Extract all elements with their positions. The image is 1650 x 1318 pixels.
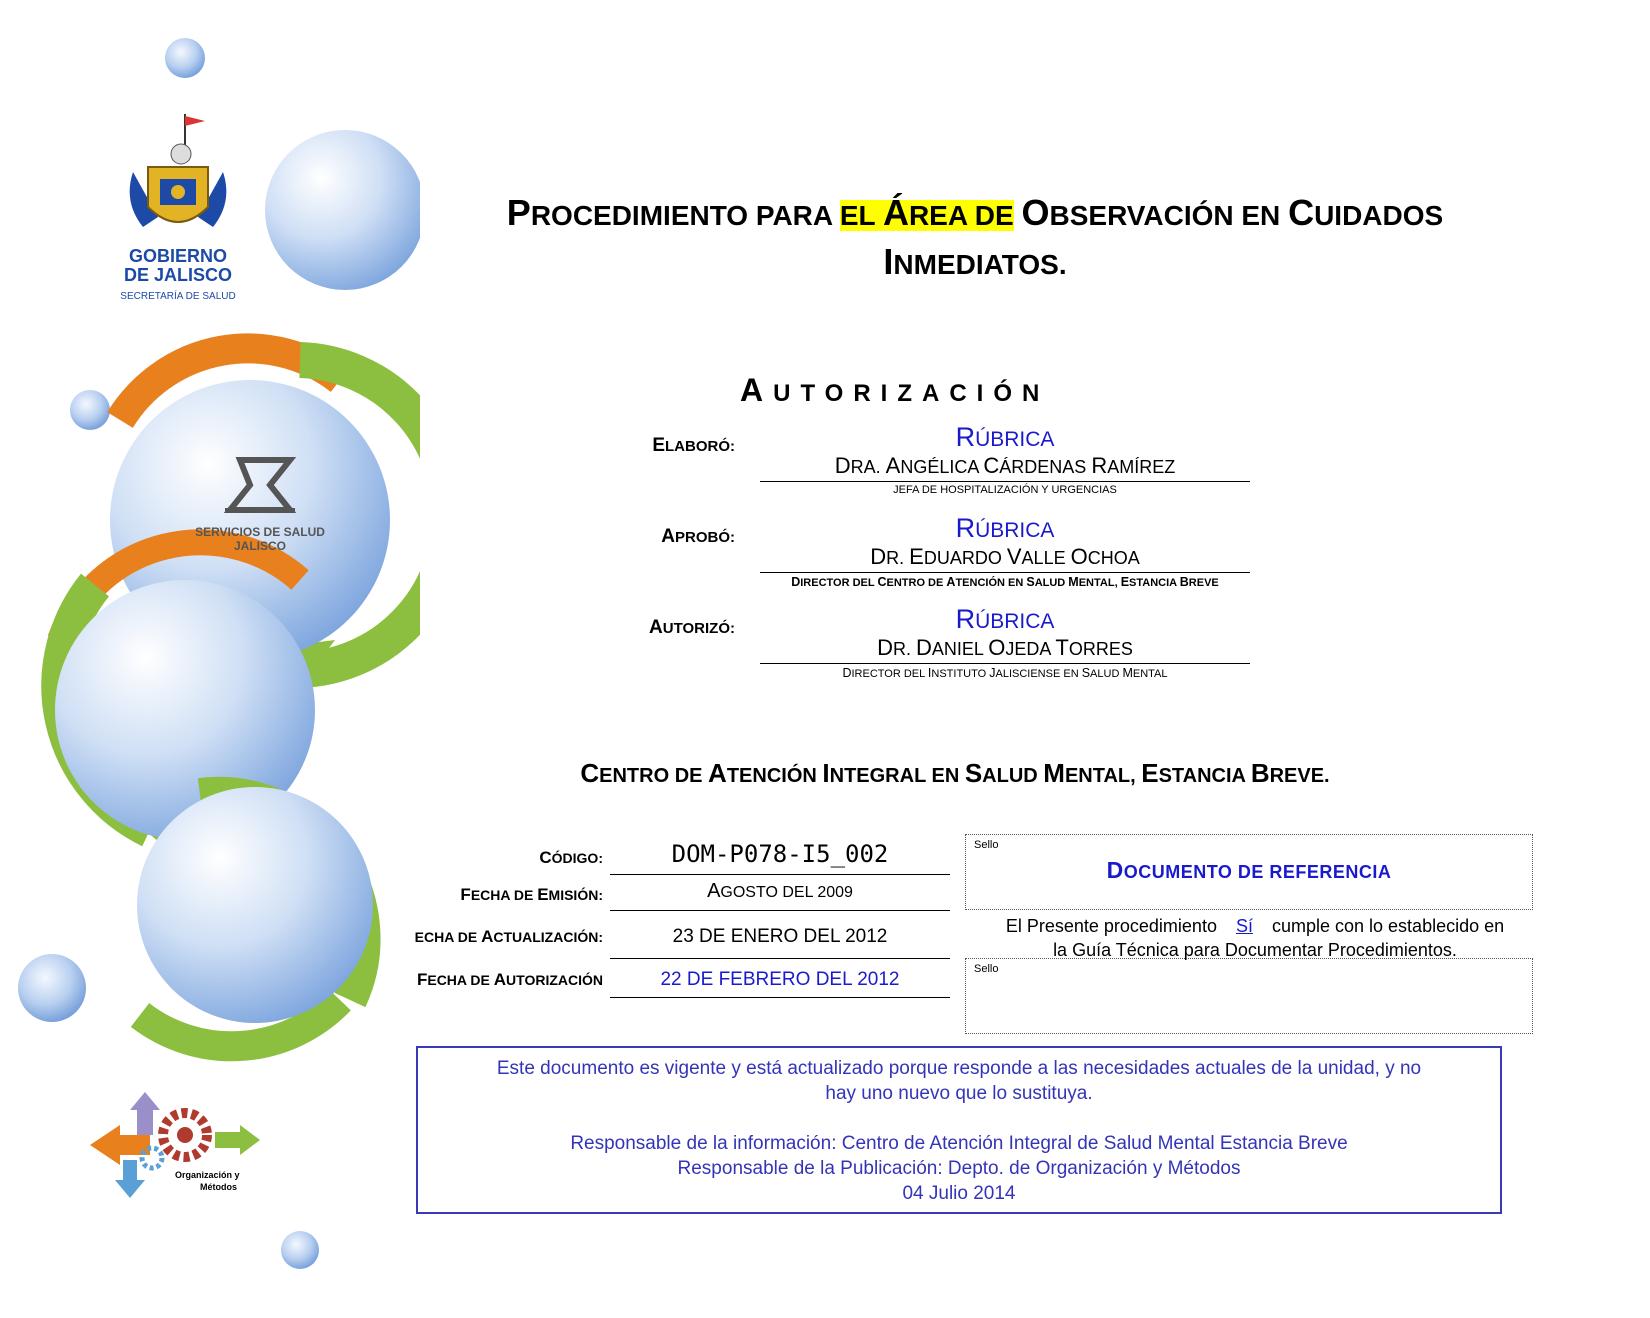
small-sphere xyxy=(18,954,86,1022)
signer-name: DRA. ANGÉLICA CÁRDENAS RAMÍREZ xyxy=(760,453,1250,482)
footer-line: Responsable de la Publicación: Depto. de Organización y Métodos xyxy=(677,1158,1241,1179)
centro-heading: CENTRO DE ATENCIÓN INTEGRAL EN SALUD MENTAL, ESTANCIA BREVE. xyxy=(580,758,1330,788)
footer-line: Responsable de la información: Centro de Atención Integral de Salud Mental Estancia Breve xyxy=(570,1133,1348,1154)
elaboro-signature-block xyxy=(760,422,1250,496)
signer-role: JEFA DE HOSPITALIZACIÓN Y URGENCIAS xyxy=(893,484,1117,496)
sello-label: Sello xyxy=(974,963,999,975)
fecha-actualizacion-value: 23 DE ENERO DEL 2012 xyxy=(610,920,950,959)
autorizo-label: AUTORIZÓ: xyxy=(649,617,735,638)
fecha-autorizacion-value: 22 DE FEBRERO DEL 2012 xyxy=(610,965,950,998)
gears-arrows-icon xyxy=(90,1090,270,1200)
organizacion-metodos-logo xyxy=(90,1090,270,1200)
signer-role: DIRECTOR DEL INSTITUTO JALISCIENSE EN SALUD MENTAL xyxy=(842,666,1168,680)
autorizo-signature-block xyxy=(760,604,1250,680)
rubrica-text: RÚBRICA xyxy=(955,604,1055,634)
fecha-actualizacion-label: ECHA DE ACTUALIZACIÓN: xyxy=(414,927,603,946)
gobierno-line2: DE JALISCO xyxy=(123,265,233,285)
aprobo-label: APROBÓ: xyxy=(661,526,735,547)
footer-line: Este documento es vigente y está actualizado porque responde a las necesidades actuales de la unidad, y no xyxy=(496,1058,1422,1079)
codigo-label: CÓDIGO: xyxy=(539,848,603,867)
secretaria-salud: SECRETARÍA DE SALUD xyxy=(120,291,236,302)
ssj-emblem-icon xyxy=(210,450,310,520)
fecha-emision-value: AGOSTO DEL 2009 xyxy=(610,880,950,911)
coat-of-arms-icon xyxy=(123,112,233,242)
aprobo-signature-block xyxy=(760,513,1250,589)
title-line2: INMEDIATOS. xyxy=(883,241,1067,282)
cumple-si: Sí xyxy=(1235,916,1253,936)
small-sphere xyxy=(281,1231,319,1269)
servicios-line1: SERVICIOS DE SALUD xyxy=(195,525,325,539)
footer-spacer xyxy=(418,1106,1500,1131)
cumple-statement: El Presente procedimiento Sí cumple con lo establecido en la Guía Técnica para Documentar Procedimientos. xyxy=(1005,916,1505,960)
documento-referencia: DOCUMENTO DE REFERENCIA xyxy=(1106,857,1392,883)
signer-name: DR. DANIEL OJEDA TORRES xyxy=(760,635,1250,664)
signer-name: DR. EDUARDO VALLE OCHOA xyxy=(760,544,1250,573)
small-sphere xyxy=(70,390,110,430)
highlighted-text: EL ÁREA DE xyxy=(839,192,1014,233)
document-title xyxy=(400,190,1550,288)
org-line2: Métodos xyxy=(200,1182,237,1192)
gobierno-jalisco-logo xyxy=(108,112,248,302)
sphere-3 xyxy=(137,787,373,1023)
footer-date: 04 Julio 2014 xyxy=(902,1183,1016,1204)
small-sphere xyxy=(165,38,205,78)
codigo-value: DOM-P078-I5_002 xyxy=(610,840,950,875)
footer-line: hay uno nuevo que lo sustituya. xyxy=(825,1083,1093,1104)
sello-label: Sello xyxy=(974,839,999,851)
servicios-line2: JALISCO xyxy=(233,539,286,553)
vigencia-box xyxy=(416,1046,1502,1214)
rubrica-text: RÚBRICA xyxy=(955,422,1055,452)
title-line1: PROCEDIMIENTO PARA EL ÁREA DE OBSERVACIÓN EN CUIDADOS xyxy=(506,192,1444,233)
sello-box-top xyxy=(965,834,1533,910)
autorizacion-heading: AUTORIZACIÓN xyxy=(740,372,1050,408)
fecha-emision-label: FECHA DE EMISIÓN: xyxy=(460,885,603,904)
signer-role: DIRECTOR DEL CENTRO DE ATENCIÓN EN SALUD MENTAL, ESTANCIA BREVE xyxy=(791,575,1219,589)
sello-box-bottom xyxy=(965,958,1533,1034)
gobierno-line1: GOBIERNO xyxy=(128,246,227,266)
elaboro-label: ELABORÓ: xyxy=(652,435,735,456)
large-sphere xyxy=(265,130,420,290)
servicios-salud-logo xyxy=(190,450,330,553)
rubrica-text: RÚBRICA xyxy=(955,513,1055,543)
org-line1: Organización y xyxy=(175,1170,240,1180)
fecha-autorizacion-label: FECHA DE AUTORIZACIÓN xyxy=(416,970,603,989)
